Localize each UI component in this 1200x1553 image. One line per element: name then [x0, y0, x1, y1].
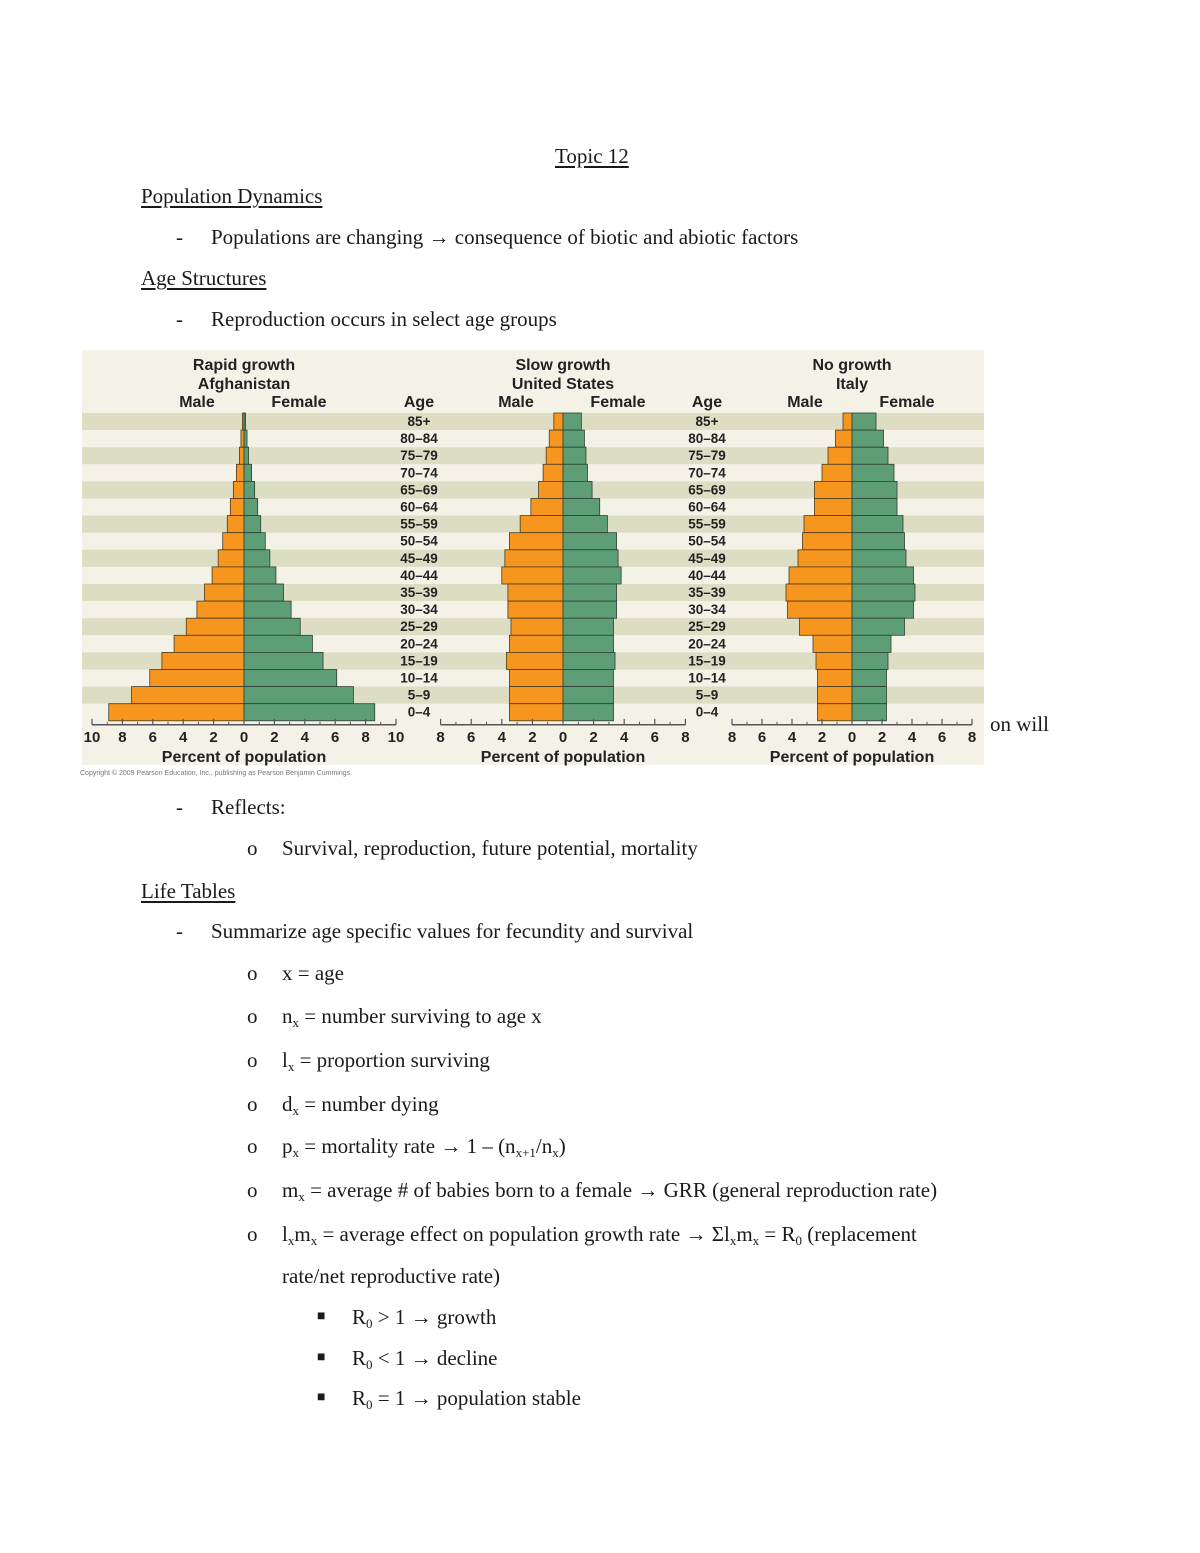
- female-bar: [563, 584, 617, 601]
- circle-bullet-icon: o: [247, 1178, 258, 1202]
- age-label: 75–79: [688, 448, 726, 464]
- female-bar: [563, 567, 621, 584]
- male-bar: [813, 635, 852, 652]
- age-label: 0–4: [695, 704, 719, 720]
- age-header: Age: [691, 394, 723, 411]
- age-label: 5–9: [407, 687, 431, 703]
- female-bar: [244, 516, 261, 533]
- female-bar: [852, 481, 897, 498]
- square-bullet-icon: ■: [317, 1350, 326, 1365]
- male-bar: [150, 670, 244, 687]
- age-label: 75–79: [400, 448, 438, 464]
- female-bar: [852, 499, 897, 516]
- female-bar: [852, 413, 876, 430]
- female-bar: [244, 481, 255, 498]
- female-bar: [852, 618, 905, 635]
- female-bar: [852, 430, 884, 447]
- female-label: Female: [271, 394, 327, 411]
- male-bar: [223, 533, 244, 550]
- female-bar: [852, 652, 888, 669]
- age-label: 85+: [695, 414, 719, 429]
- x-tick-label: 8: [967, 728, 977, 746]
- male-bar: [539, 481, 563, 498]
- panel-title: No growth: [812, 357, 892, 374]
- male-bar: [174, 635, 244, 652]
- r0-decline: $R_0 < 1$ → decline: [352, 1346, 498, 1372]
- age-label: 10–14: [400, 670, 438, 686]
- male-bar: [798, 550, 852, 567]
- female-bar: [563, 533, 617, 550]
- female-bar: [852, 567, 914, 584]
- female-bar: [244, 533, 265, 550]
- female-bar: [563, 413, 581, 430]
- male-bar: [236, 464, 244, 481]
- r0-growth: $R_0 > 1$ → growth: [352, 1305, 497, 1331]
- female-bar: [852, 447, 888, 464]
- arrow-right-icon: →: [410, 1346, 432, 1370]
- male-bar: [162, 652, 244, 669]
- panel-title: Rapid growth: [192, 357, 296, 374]
- x-tick-label: 4: [787, 728, 797, 746]
- age-label: 80–84: [688, 431, 726, 447]
- female-bar: [563, 430, 584, 447]
- def-lxmx: $l_xm_x$ = average effect on population growth rate → $\Sigma l_xm_x = R_0$ (replacement: [282, 1222, 917, 1248]
- age-label: 55–59: [688, 516, 726, 532]
- age-label: 65–69: [688, 482, 726, 498]
- male-bar: [109, 704, 244, 721]
- male-bar: [509, 635, 563, 652]
- reflects-subitem: Survival, reproduction, future potential, mortality: [282, 836, 698, 860]
- female-bar: [852, 584, 915, 601]
- arrow-right-icon: →: [428, 225, 450, 249]
- circle-bullet-icon: o: [247, 1134, 258, 1158]
- x-tick-label: 6: [937, 728, 947, 746]
- age-label: 35–39: [400, 585, 438, 600]
- x-axis-label: Percent of population: [161, 748, 327, 766]
- female-bar: [244, 413, 246, 430]
- male-bar: [509, 670, 563, 687]
- male-label: Male: [498, 394, 534, 411]
- arrow-right-icon: →: [410, 1386, 432, 1410]
- male-label: Male: [787, 394, 823, 411]
- female-label: Female: [590, 394, 646, 411]
- x-tick-label: 2: [528, 728, 537, 746]
- age-label: 20–24: [400, 636, 438, 652]
- circle-bullet-icon: o: [247, 836, 258, 860]
- dash-bullet: -: [176, 307, 183, 331]
- male-bar: [511, 618, 563, 635]
- circle-bullet-icon: o: [247, 1004, 258, 1028]
- population-pyramid-figure: [80, 350, 984, 777]
- age-label: 55–59: [400, 516, 438, 532]
- female-bar: [563, 635, 613, 652]
- x-tick-label: 6: [331, 728, 340, 746]
- female-bar: [244, 687, 353, 704]
- female-bar: [563, 687, 613, 704]
- male-bar: [786, 584, 852, 601]
- copyright-text: Copyright © 2009 Pearson Education, Inc., publishing as Pearson Benjamin Cummings.: [80, 770, 353, 777]
- def-x: x = age: [282, 961, 344, 985]
- dash-bullet: -: [176, 919, 183, 943]
- female-bar: [852, 670, 887, 687]
- age-label: 35–39: [688, 585, 726, 600]
- x-tick-label: 6: [650, 728, 659, 746]
- male-bar: [212, 567, 244, 584]
- x-tick-label: 4: [907, 728, 917, 746]
- x-axis-label: Percent of population: [769, 748, 935, 766]
- x-tick-label: 2: [589, 728, 598, 746]
- female-bar: [852, 601, 914, 618]
- age-label: 70–74: [688, 465, 726, 481]
- square-bullet-icon: ■: [317, 1309, 326, 1324]
- male-bar: [818, 687, 853, 704]
- male-bar: [816, 652, 852, 669]
- overflow-text: on will: [990, 712, 1049, 736]
- female-bar: [563, 499, 600, 516]
- female-bar: [852, 687, 887, 704]
- female-bar: [563, 481, 592, 498]
- arrow-right-icon: →: [410, 1305, 432, 1329]
- x-tick-label: 6: [467, 728, 476, 746]
- male-bar: [788, 601, 853, 618]
- x-tick-label: 4: [497, 728, 506, 746]
- panel-country: Italy: [835, 376, 869, 393]
- circle-bullet-icon: o: [247, 1092, 258, 1116]
- male-bar: [132, 687, 244, 704]
- male-bar: [815, 499, 853, 516]
- x-tick-label: 2: [817, 728, 827, 746]
- male-bar: [227, 516, 244, 533]
- x-tick-label: 0: [847, 728, 857, 746]
- age-label: 5–9: [695, 687, 719, 703]
- age-label: 15–19: [688, 653, 726, 669]
- x-tick-label: 8: [681, 728, 690, 746]
- female-bar: [244, 601, 291, 618]
- female-bar: [852, 635, 891, 652]
- def-lxmx-continued: rate/net reproductive rate): [282, 1264, 501, 1288]
- male-bar: [843, 413, 852, 430]
- age-label: 30–34: [400, 602, 438, 618]
- female-bar: [244, 652, 323, 669]
- age-label: 10–14: [688, 670, 726, 686]
- female-bar: [563, 516, 607, 533]
- arrow-right-icon: →: [685, 1222, 707, 1246]
- age-label: 45–49: [688, 550, 726, 566]
- age-label: 20–24: [688, 636, 726, 652]
- female-bar: [244, 499, 258, 516]
- female-bar: [563, 447, 586, 464]
- def-dx: $d_x$ = number dying: [282, 1092, 439, 1118]
- age-label: 30–34: [688, 602, 726, 618]
- male-bar: [204, 584, 244, 601]
- heading-age-structures: Age Structures: [141, 266, 267, 290]
- age-label: 85+: [407, 414, 431, 429]
- x-tick-label: 8: [727, 728, 737, 746]
- male-bar: [241, 430, 244, 447]
- male-bar: [554, 413, 563, 430]
- male-bar: [804, 516, 852, 533]
- circle-bullet-icon: o: [247, 1048, 258, 1072]
- male-bar: [509, 533, 563, 550]
- female-bar: [852, 704, 887, 721]
- female-bar: [852, 464, 894, 481]
- x-tick-label: 2: [270, 728, 279, 746]
- panel-country: Afghanistan: [197, 376, 291, 393]
- male-bar: [815, 481, 853, 498]
- female-bar: [563, 652, 615, 669]
- female-bar: [852, 550, 906, 567]
- female-bar: [563, 704, 613, 721]
- male-bar: [230, 499, 244, 516]
- male-bar: [818, 704, 853, 721]
- panel-country: United States: [511, 376, 615, 393]
- male-bar: [508, 584, 563, 601]
- arrow-right-icon: →: [637, 1178, 659, 1202]
- populations-changing-item: Populations are changing → consequence of biotic and abiotic factors: [211, 225, 799, 249]
- age-label: 0–4: [407, 704, 431, 720]
- female-bar: [244, 464, 252, 481]
- x-tick-label: 4: [620, 728, 629, 746]
- male-bar: [789, 567, 852, 584]
- heading-life-tables: Life Tables: [141, 879, 236, 903]
- male-bar: [218, 550, 244, 567]
- female-bar: [244, 618, 300, 635]
- age-label: 70–74: [400, 465, 438, 481]
- age-label: 80–84: [400, 431, 438, 447]
- male-bar: [803, 533, 853, 550]
- life-tables-item: Summarize age specific values for fecundity and survival: [211, 919, 694, 943]
- x-axis-label: Percent of population: [480, 748, 646, 766]
- age-label: 40–44: [688, 567, 726, 583]
- circle-bullet-icon: o: [247, 1222, 258, 1246]
- age-label: 45–49: [400, 550, 438, 566]
- age-label: 65–69: [400, 482, 438, 498]
- male-bar: [186, 618, 244, 635]
- x-tick-label: 6: [148, 728, 157, 746]
- female-bar: [244, 430, 247, 447]
- male-bar: [239, 447, 244, 464]
- female-bar: [244, 567, 276, 584]
- female-bar: [852, 516, 903, 533]
- male-bar: [197, 601, 244, 618]
- female-bar: [563, 670, 613, 687]
- square-bullet-icon: ■: [317, 1390, 326, 1405]
- age-label: 25–29: [400, 619, 438, 635]
- page-title: Topic 12: [555, 144, 629, 168]
- x-tick-label: 10: [83, 728, 101, 746]
- male-bar: [505, 550, 563, 567]
- female-bar: [563, 464, 587, 481]
- age-label: 25–29: [688, 619, 726, 635]
- arrow-right-icon: →: [440, 1134, 462, 1158]
- dash-bullet: -: [176, 795, 183, 819]
- x-tick-label: 2: [209, 728, 218, 746]
- reproduction-item: Reproduction occurs in select age groups: [211, 307, 557, 331]
- male-bar: [822, 464, 852, 481]
- heading-population-dynamics: Population Dynamics: [141, 184, 323, 208]
- age-header: Age: [403, 394, 435, 411]
- female-bar: [563, 618, 613, 635]
- female-label: Female: [879, 394, 935, 411]
- male-bar: [818, 670, 853, 687]
- female-bar: [563, 550, 618, 567]
- x-tick-label: 2: [877, 728, 887, 746]
- male-bar: [531, 499, 563, 516]
- x-tick-label: 8: [436, 728, 445, 746]
- x-tick-label: 10: [387, 728, 405, 746]
- x-tick-label: 8: [361, 728, 370, 746]
- x-tick-label: 8: [118, 728, 127, 746]
- male-bar: [233, 481, 244, 498]
- female-bar: [244, 550, 270, 567]
- male-label: Male: [179, 394, 215, 411]
- female-bar: [244, 447, 249, 464]
- x-tick-label: 0: [558, 728, 568, 746]
- male-bar: [509, 687, 563, 704]
- age-label: 15–19: [400, 653, 438, 669]
- female-bar: [244, 635, 312, 652]
- x-tick-label: 4: [179, 728, 188, 746]
- age-label: 60–64: [400, 499, 438, 515]
- def-mx: $m_x$ = average # of babies born to a female → GRR (general reproduction rate): [282, 1178, 938, 1204]
- male-bar: [836, 430, 853, 447]
- circle-bullet-icon: o: [247, 961, 258, 985]
- male-bar: [509, 704, 563, 721]
- def-nx: $n_x$ = number surviving to age x: [282, 1004, 542, 1030]
- male-bar: [546, 447, 563, 464]
- reflects-item: Reflects:: [211, 795, 286, 819]
- age-label: 60–64: [688, 499, 726, 515]
- female-bar: [244, 704, 375, 721]
- age-label: 50–54: [688, 533, 726, 549]
- female-bar: [244, 584, 284, 601]
- male-bar: [520, 516, 563, 533]
- male-bar: [508, 601, 563, 618]
- panel-title: Slow growth: [515, 357, 611, 374]
- dash-bullet: -: [176, 225, 183, 249]
- male-bar: [506, 652, 563, 669]
- r0-stable: $R_0 = 1$ → population stable: [352, 1386, 581, 1412]
- female-bar: [244, 670, 337, 687]
- x-tick-label: 6: [757, 728, 767, 746]
- male-bar: [828, 447, 852, 464]
- def-lx: $l_x$ = proportion surviving: [282, 1048, 490, 1074]
- x-tick-label: 4: [300, 728, 309, 746]
- age-label: 50–54: [400, 533, 438, 549]
- age-label: 40–44: [400, 567, 438, 583]
- female-bar: [852, 533, 905, 550]
- male-bar: [502, 567, 563, 584]
- def-px: $p_x$ = mortality rate → $1 - (n_{x+1}/n_x)$: [282, 1134, 566, 1160]
- male-bar: [800, 618, 853, 635]
- x-tick-label: 0: [239, 728, 249, 746]
- male-bar: [549, 430, 563, 447]
- female-bar: [563, 601, 617, 618]
- male-bar: [543, 464, 563, 481]
